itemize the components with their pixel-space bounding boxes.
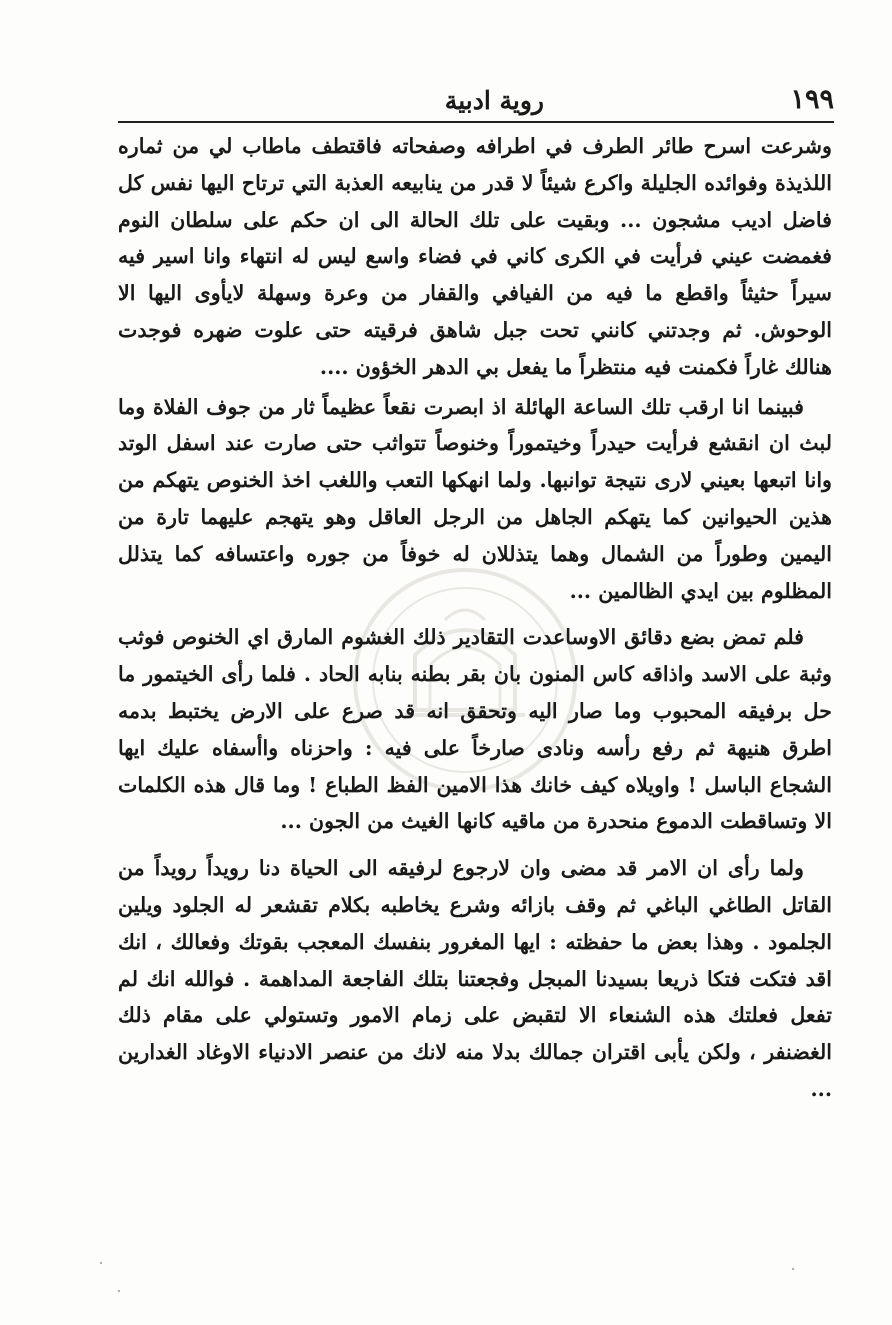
page-header (122, 84, 834, 120)
scan-speck (792, 1268, 794, 1270)
scan-speck (100, 1262, 102, 1264)
body-text (118, 128, 832, 1108)
paragraph-2: فبينما انا ارقب تلك الساعة الهائلة اذ ابصرت نقعاً عظيماً ثار من جوف الفلاة وما لبث ان انقشع فرأيت حيدراً وخيتموراً وخنوصاً تتواثب حتى صارت عند اسفل الوتد وانا اتبعها بعيني لارى نتيجة توانبها. ولما انهكها التعب واللغب اخذ الخنوص يتهكم من هذين الحيوانين كما يتهكم الجاهل من الرجل العاقل وهو يتهجم عليهما تارة من اليمين وطوراً من الشمال وهما يتذللان له خوفاً من جوره واعتسافه كما يتذلل المظلوم بين ايدي الظالمين ... (118, 394, 832, 603)
running-title: روية ادبية (444, 86, 544, 115)
page-number: ١٩٩ (790, 84, 834, 115)
scan-speck (118, 1290, 120, 1292)
paragraph-4: ولما رأى ان الامر قد مضى وان لارجوع لرفيقه الى الحياة دنا رويداً رويداً من القاتل الطاغي الباغي ثم وقف بازائه وشرع يخاطبه بكلام تقشعر له الجلود ويلين الجلمود . وهذا بعض ما حفظته : ايها المغرور بنفسك المعجب بقوتك وفعالك ، انك اقد فتكت فتكا ذريعا بسيدنا المبجل وفجعتنا بتلك الفاجعة المداهمة . فوالله انك لم تفعل فعلتك هذه الشنعاء الا لتقبض على زمام الامور وتستولي على مقام ذلك الغضنفر ، ولكن يأبى اقتران جمالك بدلا منه لانك من عنصر الادنياء الاوغاد الغدارين ... (118, 856, 832, 1101)
paragraph-1: وشرعت اسرح طائر الطرف في اطرافه وصفحاته فاقتطف ماطاب لي من ثماره اللذيذة وفوائده الجليلة واكرع شيئاً لا قدر من ينابيعه العذبة التي ترتاح اليها نفس كل فاضل اديب مشجون ... وبقيت على تلك الحالة الى ان حكم على سلطان النوم فغمضت عيني فرأيت في الكرى كاني في فضاء واسع ليس له انتهاء وانا اسير فيه سيراً حثيثاً واقطع ما فيه من الفيافي والقفار من وعرة وسهلة لايأوى اليها الا الوحوش. ثم وجدتني كانني تحت جبل شاهق فرقيته حتى علوت ضهره فوجدت هنالك غاراً فكمنت فيه منتظراً ما يفعل بي الدهر الخؤون .... (118, 134, 832, 379)
paragraph-3: فلم تمض بضع دقائق الاوساعدت التقادير ذلك الغشوم المارق اي الخنوص فوثب وثبة على الاسد واذاقه كاس المنون بان بقر بطنه بنابه الحاد . فلما رأى الخيتمور ما حل برفيقه المحبوب وما صار اليه وتحقق انه قد صرع على الارض يختبط بدمه اطرق هنيهة ثم رفع رأسه ونادى صارخاً على فيه : واحزناه واأسفاه عليك ايها الشجاع الباسل ! واويلاه كيف خانك هذا الامين الفظ الطباع ! وما قال هذه الكلمات الا وتساقطت الدموع منحدرة من ماقيه كانها الغيث من الجون ... (118, 625, 832, 834)
header-rule (118, 121, 834, 123)
